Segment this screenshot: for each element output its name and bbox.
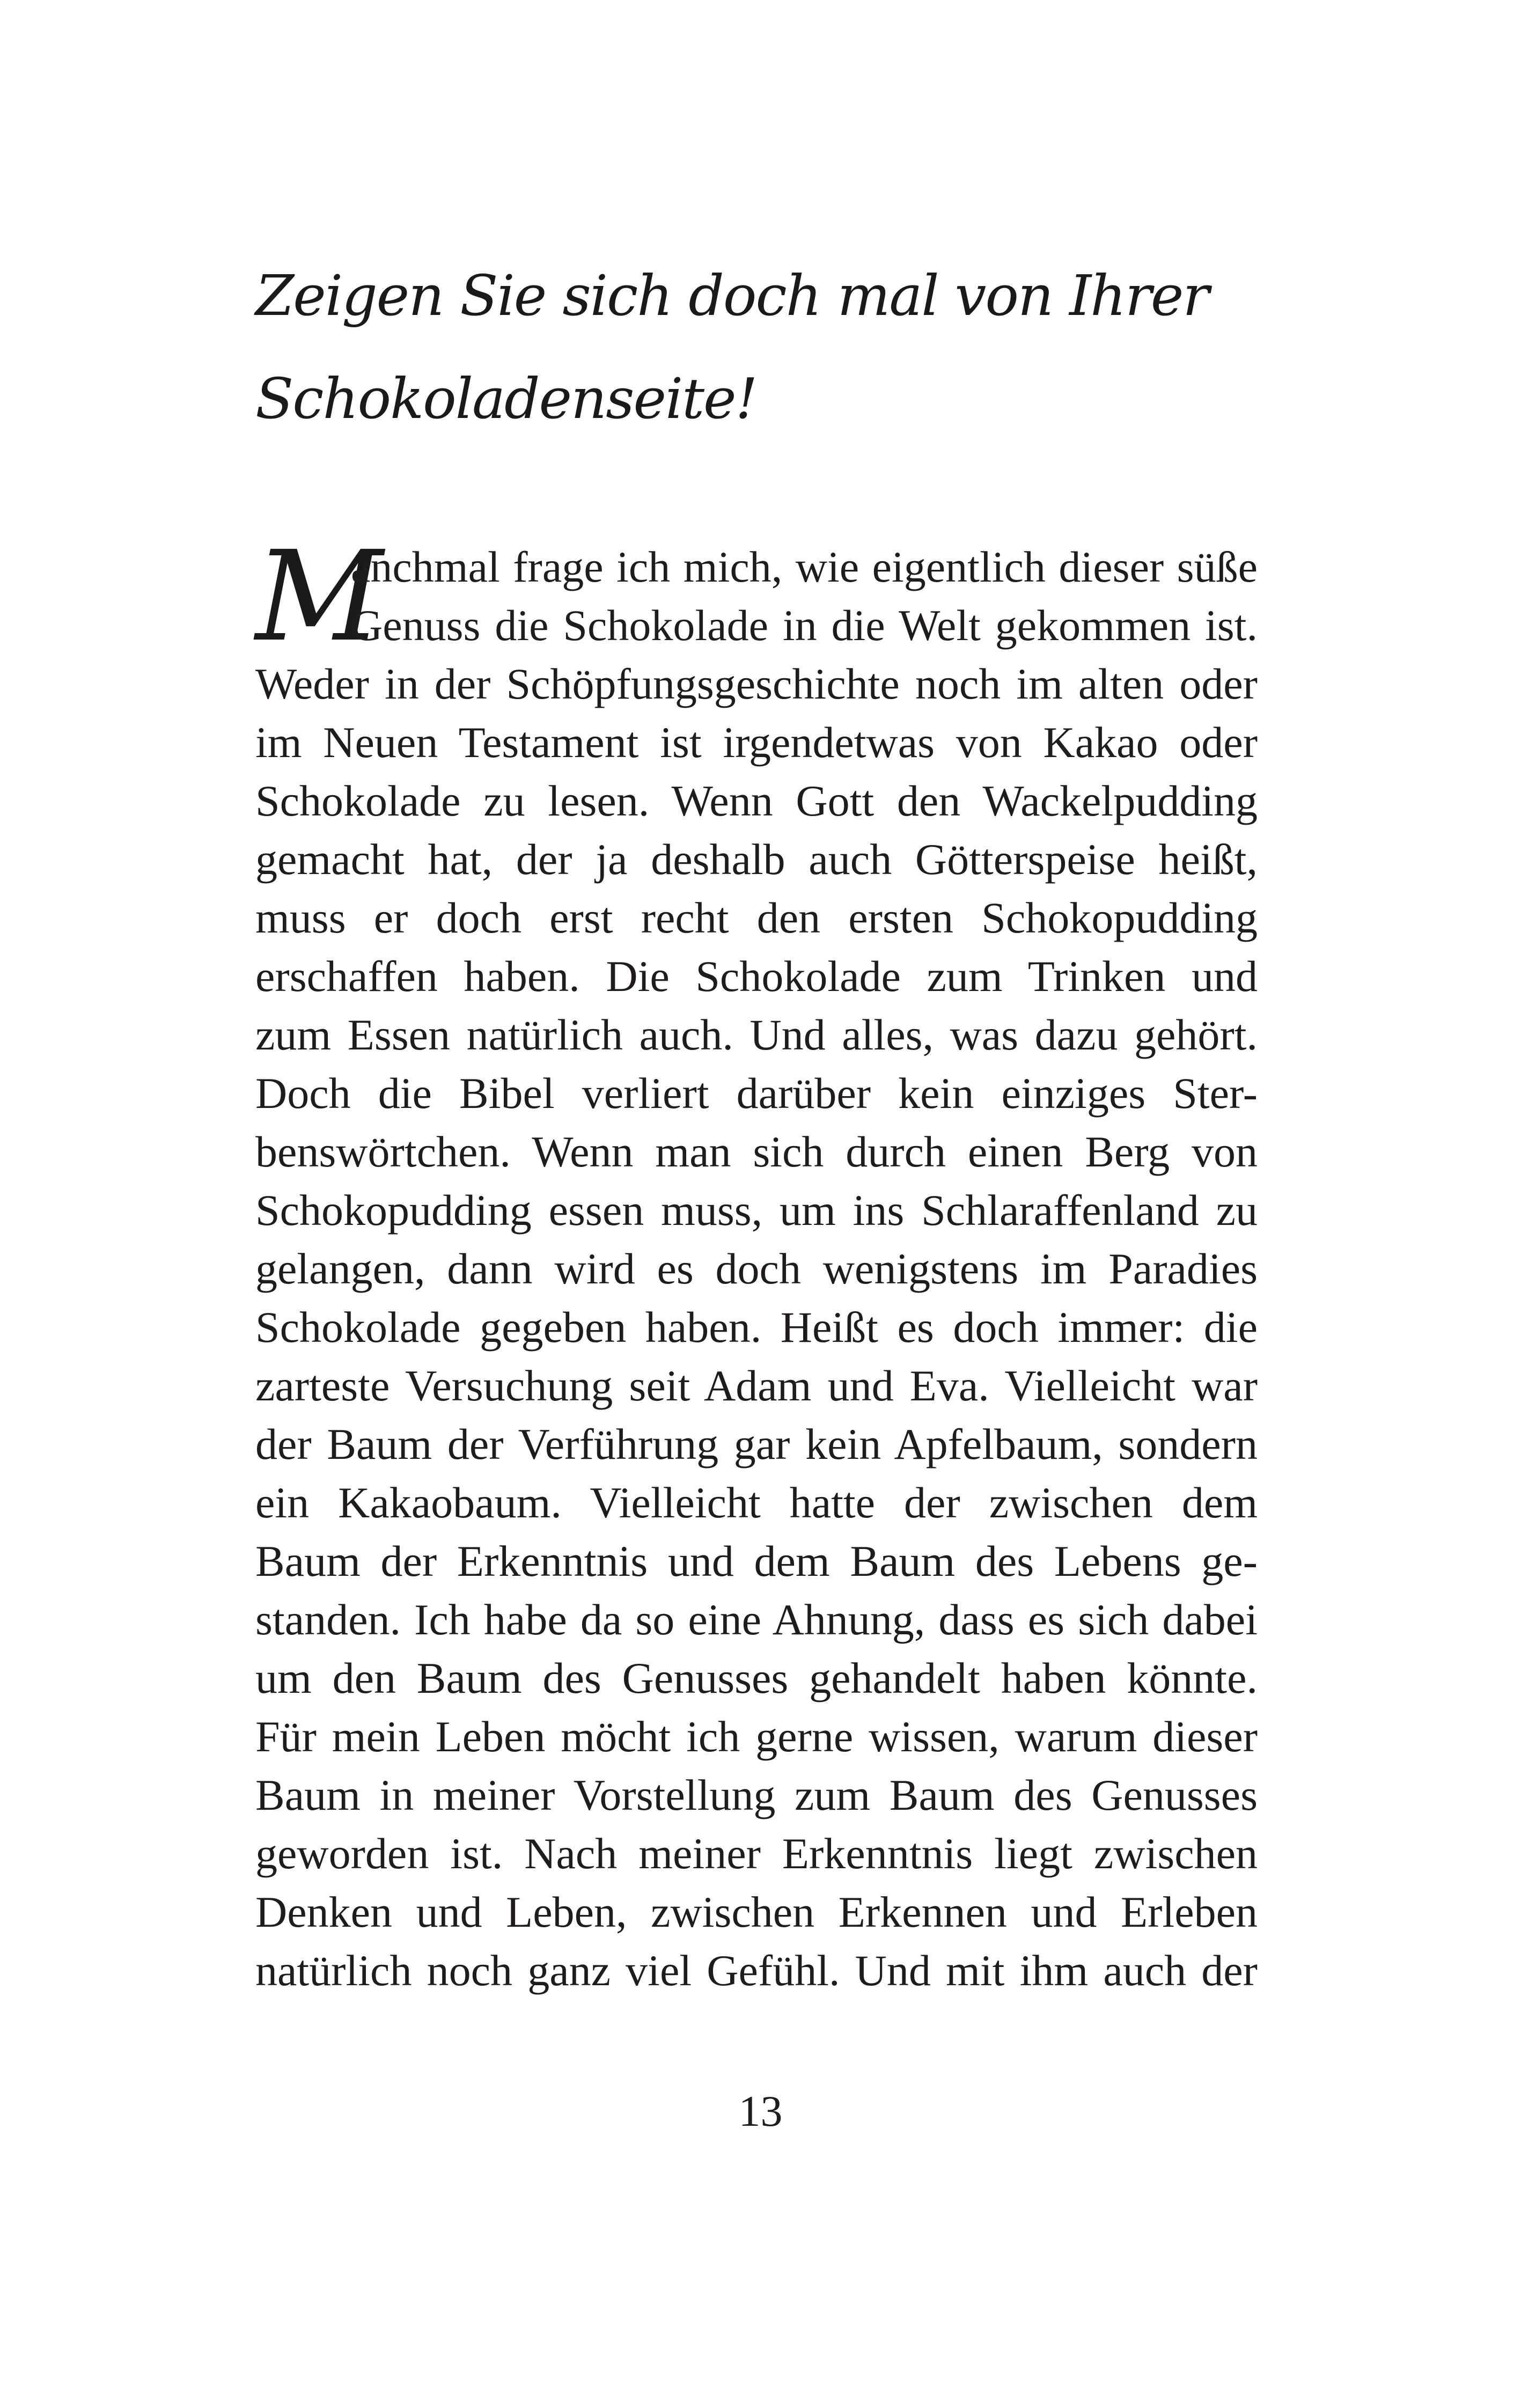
text-line: Schokolade zu lesen. Wenn Gott den Wackelpudding bbox=[255, 776, 1258, 825]
text-line: der Baum der Verführung gar kein Apfelbaum, sondern bbox=[255, 1420, 1258, 1469]
text-line: im Neuen Testament ist irgendetwas von Kakao oder bbox=[255, 718, 1258, 767]
chapter-title-line: Schokoladenseite! bbox=[255, 366, 757, 431]
text-line: natürlich noch ganz viel Gefühl. Und mit ihm auch der bbox=[255, 1946, 1258, 1995]
text-line: geworden ist. Nach meiner Erkenntnis liegt zwischen bbox=[255, 1829, 1258, 1878]
page-number: 13 bbox=[738, 2087, 783, 2135]
body-paragraph bbox=[255, 524, 1258, 2000]
text-line: benswörtchen. Wenn man sich durch einen Berg von bbox=[255, 1127, 1258, 1176]
text-line: ein Kakaobaum. Vielleicht hatte der zwischen dem bbox=[255, 1478, 1258, 1527]
text-line: zarteste Versuchung seit Adam und Eva. Vielleicht war bbox=[255, 1361, 1258, 1410]
text-line: anchmal frage ich mich, wie eigentlich dieser süße bbox=[351, 542, 1258, 591]
text-line: um den Baum des Genusses gehandelt haben könnte. bbox=[255, 1654, 1258, 1702]
text-line: Denken und Leben, zwischen Erkennen und Erleben bbox=[255, 1888, 1258, 1936]
text-line: Schokolade gegeben haben. Heißt es doch immer: die bbox=[255, 1303, 1258, 1352]
text-line: Schokopudding essen muss, um ins Schlaraffenland zu bbox=[255, 1186, 1258, 1235]
text-line: standen. Ich habe da so eine Ahnung, dass es sich dabei bbox=[255, 1595, 1258, 1644]
text-line: erschaffen haben. Die Schokolade zum Trinken und bbox=[255, 952, 1258, 1001]
text-line: Genuss die Schokolade in die Welt gekommen ist. bbox=[351, 601, 1258, 650]
text-line: Baum der Erkenntnis und dem Baum des Lebens ge- bbox=[255, 1537, 1258, 1585]
text-line: gemacht hat, der ja deshalb auch Götterspeise heißt, bbox=[255, 835, 1258, 884]
text-line: Weder in der Schöpfungsgeschichte noch im alten oder bbox=[255, 659, 1258, 708]
text-line: Doch die Bibel verliert darüber kein einziges Ster- bbox=[255, 1069, 1258, 1118]
text-line: zum Essen natürlich auch. Und alles, was dazu gehört. bbox=[255, 1010, 1258, 1059]
text-line: gelangen, dann wird es doch wenigstens im Paradies bbox=[255, 1244, 1258, 1293]
chapter-title bbox=[255, 244, 1302, 450]
drop-cap-initial: M bbox=[255, 524, 383, 669]
chapter-title-line: Zeigen Sie sich doch mal von Ihrer bbox=[255, 263, 1209, 328]
text-line: muss er doch erst recht den ersten Schokopudding bbox=[255, 893, 1258, 942]
text-line: Für mein Leben möcht ich gerne wissen, warum dieser bbox=[255, 1712, 1258, 1761]
text-line: Baum in meiner Vorstellung zum Baum des Genusses bbox=[255, 1771, 1258, 1819]
